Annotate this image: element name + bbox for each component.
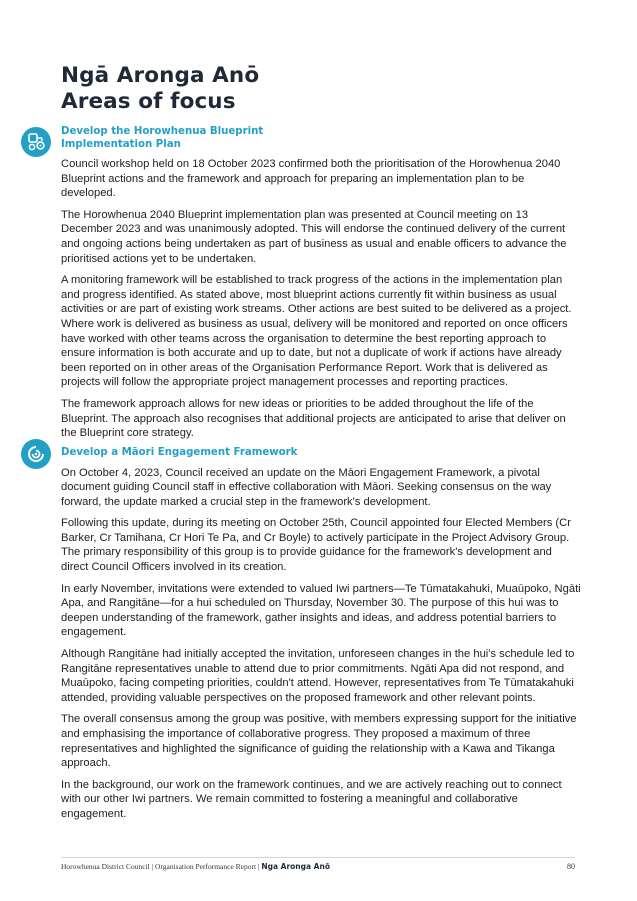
paragraph: Following this update, during its meeting on October 25th, Council appointed four Elected Members (Cr Barker, Cr Tamihana, Cr Hori Te Pa, and Cr Boyle) to actively participate in the Project Advisory Group. The primary responsibility of this group is to provide guidance for the framework's development and direct Council Officers involved in its creation. xyxy=(61,517,571,574)
paragraph: Council workshop held on 18 October 2023 confirmed both the prioritisation of the Horowhenua 2040 Blueprint actions and the framework and approach for preparing an implementation plan to be developed. xyxy=(61,158,561,200)
paragraph: The overall consensus among the group was positive, with members expressing support for the initiative and emphasising the importance of collaborative progress. They proposed a maximum of three representatives and highlighted the significance of guiding the relationship with a Kawa and Tikanga approach. xyxy=(61,713,577,770)
paragraph: In the background, our work on the framework continues, and we are actively reaching out to connect with our other Iwi partners. We remain committed to fostering a meaningful and collaborative engagement. xyxy=(61,778,562,820)
paragraph: On October 4, 2023, Council received an update on the Māori Engagement Framework, a pivotal document guiding Council staff in effective collaboration with Māori. Seeking consensus on the way forward, the update marked a crucial step in the framework's development. xyxy=(61,466,552,508)
section-heading xyxy=(61,447,581,460)
page-number: 80 xyxy=(567,862,575,871)
section-heading-line-1: Develop the Horowhenua Blueprint xyxy=(61,126,264,137)
footer-report-name: Nga Aronga Anō xyxy=(261,862,330,871)
paragraph: Although Rangitāne had initially accepted the invitation, unforeseen changes in the hui's schedule led to Rangitāne representatives unable to attend due to prior commitments. Ngāti Apa did not respond, and Muaūpoko, facing competing priorities, couldn't attend. However, representatives from Te Tūmatakahuki attended, providing valuable perspectives on the proposed framework and other relevant points. xyxy=(61,648,575,704)
section-heading-line-1: Develop a Māori Engagement Framework xyxy=(61,447,298,458)
page-footer xyxy=(61,857,575,871)
section-maori-engagement xyxy=(61,447,581,829)
footer-org-text: Horowhenua District Council | Organisation Performance Report | xyxy=(61,862,262,871)
page-title xyxy=(61,63,581,115)
paragraph: A monitoring framework will be established to track progress of the actions in the implementation plan and progress identified. As stated above, most blueprint actions currently fit within business as usual activities or are part of existing work streams. Other actions are best suited to be delivered as a project. Where work is delivered as business as usual, delivery will be monitored and reported on once officers have worked with other teams across the organisation to determine the best reporting approach to ensure information is both accurate and up to date, but not a duplicate of work if actions have already been reported on in other areas of the Organisation Performance Report. Work that is delivered as projects will follow the appropriate project management processes and reporting practices. xyxy=(61,274,572,389)
section-heading-line-2: Implementation Plan xyxy=(61,138,181,150)
paragraph: The framework approach allows for new ideas or priorities to be added throughout the life of the Blueprint. The approach also recognises that additional projects are anticipated to arise that deliver on the Blueprint core strategy. xyxy=(61,397,566,440)
section-heading xyxy=(61,126,581,151)
page-title-line-2: Areas of focus xyxy=(61,89,236,114)
maori-koru-icon xyxy=(21,439,51,469)
paragraph: The Horowhenua 2040 Blueprint implementation plan was presented at Council meeting on 13 December 2023 and was unanimously adopted. This will endorse the continued delivery of the current and ongoing actions being undertaken as part of business as usual and enable officers to advance the prioritised actions yet to be undertaken. xyxy=(61,208,567,265)
paragraph: In early November, invitations were extended to valued Iwi partners—Te Tūmatakahuki, Muaūpoko, Ngāti Apa, and Rangitāne—for a hui scheduled on Thursday, November 30. The purpose of this hui was to deepen understanding of the framework, gather insights and ideas, and address potential barriers to engagement. xyxy=(61,582,581,639)
page-title-line-1: Ngā Aronga Anō xyxy=(61,63,260,88)
blueprint-gears-icon xyxy=(21,127,51,157)
section-blueprint xyxy=(61,126,581,448)
